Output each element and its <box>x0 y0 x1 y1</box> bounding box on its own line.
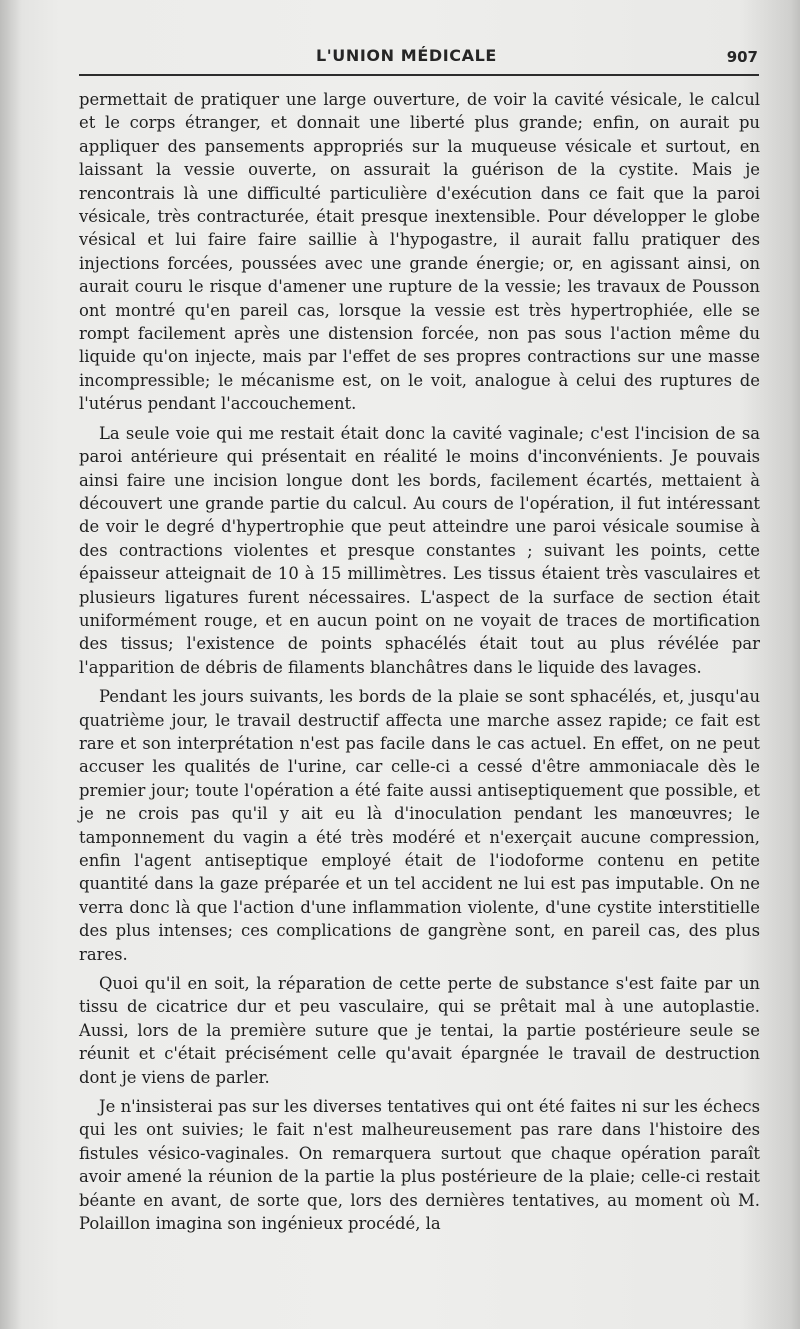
body-text <box>79 88 760 1236</box>
page-number: 907 <box>726 48 758 66</box>
header-rule <box>79 74 759 76</box>
paragraph: La seule voie qui me restait était donc la cavité vaginale; c'est l'incision de sa paroi antérieure qui présentait en réalité le moins d'inconvénients. Je pouvais ainsi faire une incision longue dont les bords, facilement écartés, mettaient à découvert une grande partie du calcul. Au cours de l'opération, il fut intéressant de voir le degré d'hypertrophie que peut atteindre une paroi vésicale soumise à des contractions violentes et presque constantes ; suivant les points, cette épaisseur atteignait de 10 à 15 millimètres. Les tissus étaient très vasculaires et plusieurs ligatures furent nécessaires. L'aspect de la surface de section était uniformément rouge, et en aucun point on ne voyait de traces de mortification des tissus; l'existence de points sphacélés était tout au plus révélée par l'apparition de débris de filaments blanchâtres dans le liquide des lavages. <box>79 423 760 677</box>
page-header <box>80 46 758 70</box>
paragraph: Quoi qu'il en soit, la réparation de cette perte de substance s'est faite par un tissu de cicatrice dur et peu vasculaire, qui se prêtait mal à une autoplastie. Aussi, lors de la première suture que je tentai, la partie postérieure seule se réunit et c'était précisément celle qu'avait épargnée le travail de destruction dont je viens de parler. <box>79 974 760 1087</box>
paragraph-continued: permettait de pratiquer une large ouverture, de voir la cavité vésicale, le calcul et le corps étranger, et donnait une liberté plus grande; enfin, on aurait pu appliquer des pansements appropriés sur la muqueuse vésicale et surtout, en laissant la vessie ouverte, on assurait la guérison de la cystite. Mais je rencontrais là une difficulté particulière d'exécution dans ce fait que la paroi vésicale, très contracturée, était presque inextensible. Pour développer le globe vésical et lui faire faire saillie à l'hypogastre, il aurait fallu pratiquer des injections forcées, poussées avec une grande énergie; or, en agissant ainsi, on aurait couru le risque d'amener une rupture de la vessie; les travaux de Pousson ont montré qu'en pareil cas, lorsque la vessie est très hypertrophiée, elle se rompt facilement après une distension forcée, non pas sous l'action même du liquide qu'on injecte, mais par l'effet de ses propres contractions sur une masse incompressible; le mécanisme est, on le voit, analogue à celui des ruptures de l'utérus pendant l'accouchement. <box>79 90 760 414</box>
paragraph: Je n'insisterai pas sur les diverses tentatives qui ont été faites ni sur les échecs qui les ont suivies; le fait n'est malheureusement pas rare dans l'histoire des fistules vésico-vaginales. On remarquera surtout que chaque opération paraît avoir amené la réunion de la partie la plus postérieure de la plaie; celle-ci restait béante en avant, de sorte que, lors des dernières tentatives, au moment où M. Polaillon imagina son ingénieux procédé, la <box>79 1097 760 1234</box>
paragraph: Pendant les jours suivants, les bords de la plaie se sont sphacélés, et, jusqu'au quatrième jour, le travail destructif affecta une marche assez rapide; ce fait est rare et son interprétation n'est pas facile dans le cas actuel. En effet, on ne peut accuser les qualités de l'urine, car celle-ci a cessé d'être ammoniacale dès le premier jour; toute l'opération a été faite aussi antiseptiquement que possible, et je ne crois pas qu'il y ait eu là d'inoculation pendant les manœuvres; le tamponnement du vagin a été très modéré et n'exerçait aucune compression, enfin l'agent antiseptique employé était de l'iodoforme contenu en petite quantité dans la gaze préparée et un tel accident ne lui est pas imputable. On ne verra donc là que l'action d'une inflammation violente, d'une cystite interstitielle des plus intenses; ces complications de gangrène sont, en pareil cas, des plus rares. <box>79 687 760 964</box>
running-title: L'UNION MÉDICALE <box>316 46 497 65</box>
